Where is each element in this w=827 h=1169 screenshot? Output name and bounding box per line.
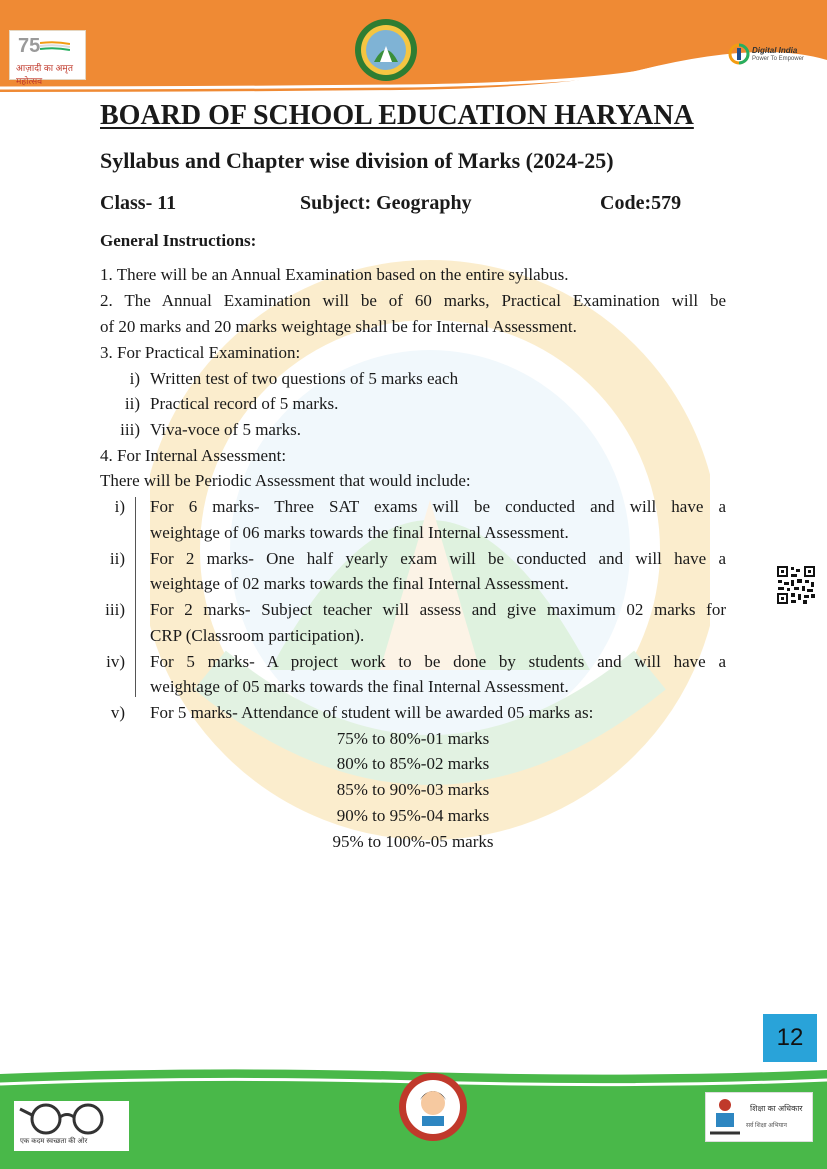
logo-caption: आज़ादी का अमृत महोत्सव [16,63,73,86]
paragraph-1: 1. There will be an Annual Examination based on the entire syllabus. [100,265,569,284]
internal-item-1-line-1: For 6 marks- Three SAT exams will be conducted and will have a [150,497,726,516]
internal-num-3: iii) [105,600,125,619]
digital-india-tagline: Power To Empower [752,56,804,62]
shiksha-ka-adhikar-logo [705,1092,813,1142]
internal-num-1: i) [114,497,125,516]
attendance-row-2: 80% to 85%-02 marks [336,754,490,773]
digital-india-logo [728,40,808,72]
internal-item-4-line-2: weightage of 05 marks towards the final Internal Assessment. [150,677,569,696]
practical-item-1: Written test of two questions of 5 marks each [150,369,459,388]
child-reading-icon [706,1093,744,1139]
azadi-ka-amrit-mahotsav-logo [9,30,86,86]
internal-item-1-line-2: weightage of 06 marks towards the final Internal Assessment. [150,523,569,542]
paragraph-4-intro: There will be Periodic Assessment that would include: [100,471,471,490]
list-divider [135,497,136,697]
attendance-row-4: 90% to 95%-04 marks [336,806,490,825]
internal-num-5: v) [110,703,125,722]
practical-num-2: ii) [124,394,140,413]
page-number: 12 [763,1014,817,1062]
code-label: Code:579 [600,192,682,214]
practical-num-1: i) [129,369,140,388]
internal-item-2-line-2: weightage of 02 marks towards the final Internal Assessment. [150,574,569,593]
beti-bachao-logo [398,1072,468,1142]
swachh-tagline: एक कदम स्वच्छता की ओर [20,1138,88,1145]
internal-item-3-line-2: CRP (Classroom participation). [150,626,365,645]
swachh-bharat-logo [14,1101,129,1151]
board-seal-logo [354,18,418,82]
paragraph-4: 4. For Internal Assessment: [100,446,287,465]
paragraph-3: 3. For Practical Examination: [100,343,301,362]
glasses-icon [14,1101,129,1137]
class-label: Class- 11 [100,192,177,214]
qr-code-icon[interactable] [776,565,816,605]
internal-num-2: ii) [109,549,125,568]
digital-india-text: Digital India [752,46,798,55]
document-subtitle: Syllabus and Chapter wise division of Marks (2024-25) [100,148,614,173]
internal-item-5-line-1: For 5 marks- Attendance of student will be awarded 05 marks as: [150,703,594,722]
flag-icon [40,41,70,51]
internal-item-3-line-1: For 2 marks- Subject teacher will assess and give maximum 02 marks for [150,600,726,619]
instructions-heading: General Instructions: [100,231,257,250]
internal-item-4-line-1: For 5 marks- A project work to be done by students and will have a [150,652,726,671]
internal-item-2-line-1: For 2 marks- One half yearly exam will be conducted and will have a [150,549,726,568]
paragraph-2-line-1: 2. The Annual Examination will be of 60 marks, Practical Examination will be [100,291,726,310]
shiksha-subtitle: सर्व शिक्षा अभियान [746,1123,787,1129]
attendance-row-3: 85% to 90%-03 marks [336,780,490,799]
shiksha-title: शिक्षा का अधिकार [750,1104,803,1113]
document-title: BOARD OF SCHOOL EDUCATION HARYANA [100,100,694,131]
subject-label: Subject: Geography [300,192,472,214]
practical-num-3: iii) [120,420,140,439]
paragraph-2-line-2: of 20 marks and 20 marks weightage shall be for Internal Assessment. [100,317,577,336]
internal-num-4: iv) [106,652,125,671]
practical-item-3: Viva-voce of 5 marks. [150,420,301,439]
logo-number: 75 [18,35,41,57]
attendance-row-5: 95% to 100%-05 marks [332,832,494,851]
digital-india-icon [728,40,750,68]
attendance-row-1: 75% to 80%-01 marks [336,729,490,748]
practical-item-2: Practical record of 5 marks. [150,394,339,413]
